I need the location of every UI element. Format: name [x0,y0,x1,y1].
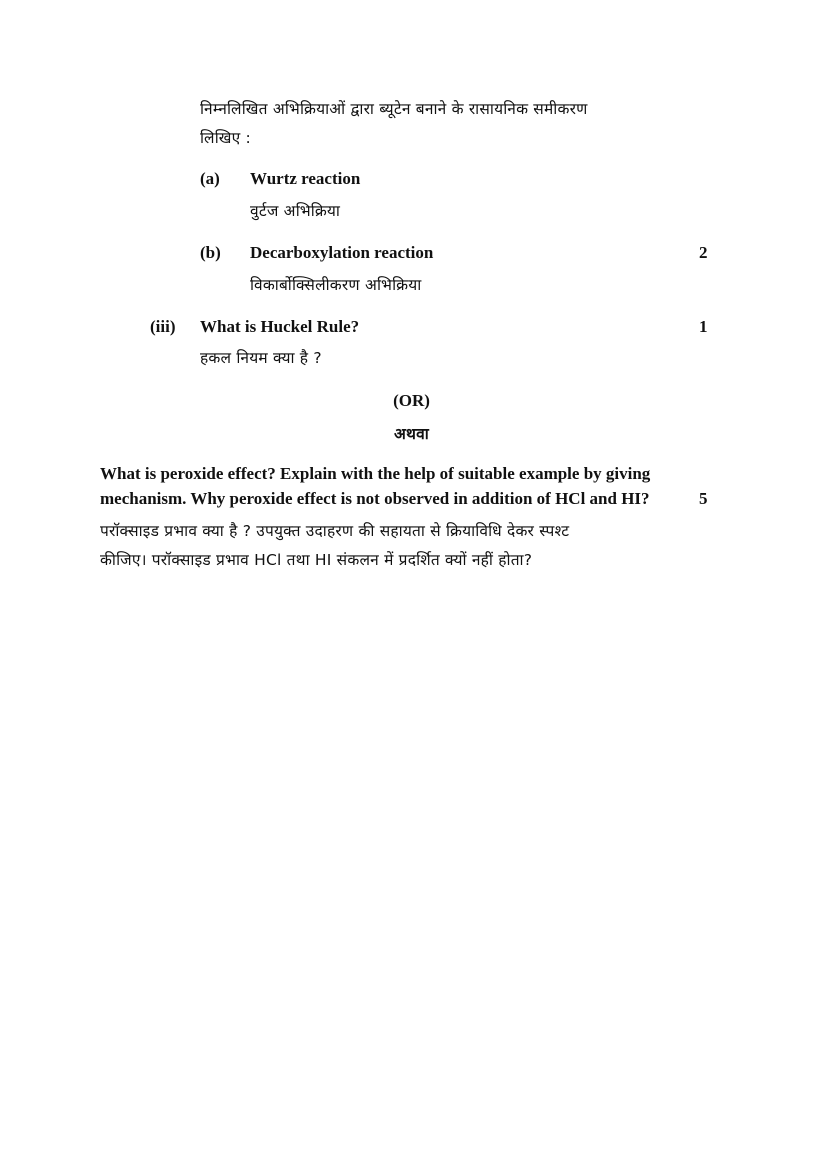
part-b-label: (b) [200,243,221,262]
or-label: (OR) [393,391,430,410]
alt-question-english-line-2: mechanism. Why peroxide effect is not observed in addition of HCl and HI? [100,489,650,508]
part-b-marks: 2 [699,243,708,262]
alt-question-hindi-line-1: परॉक्साइड प्रभाव क्या है ? उपयुक्त उदाहरण की सहायता से क्रियाविधि देकर स्पश्ट [100,522,570,540]
part-a-label: (a) [200,169,220,188]
alt-question-english-line-1: What is peroxide effect? Explain with the help of suitable example by giving [100,464,651,483]
alt-question-marks: 5 [699,489,708,508]
alt-question-hindi-line-2: कीजिए। परॉक्साइड प्रभाव HCl तथा HI संकलन में प्रदर्शित क्यों नहीं होता? [100,551,533,569]
intro-hindi-line-2: लिखिए : [200,129,251,147]
or-separator-hindi [0,427,827,443]
question-iii-english: What is Huckel Rule? [200,317,360,336]
question-iii-hindi: हकल नियम क्या है ? [200,349,322,367]
question-iii-marks: 1 [699,317,708,336]
question-iii-label: (iii) [150,317,176,336]
part-b-english: Decarboxylation reaction [250,243,434,262]
or-separator-english [0,392,827,409]
part-a-english: Wurtz reaction [250,169,361,188]
or-label-hindi: अथवा [394,425,429,443]
part-a-hindi: वुर्टज अभिक्रिया [250,202,341,220]
intro-hindi-line-1: निम्नलिखित अभिक्रियाओं द्वारा ब्यूटेन बनाने के रासायनिक समीकरण [200,100,588,118]
part-b-hindi: विकार्बोक्सिलीकरण अभिक्रिया [250,276,422,294]
